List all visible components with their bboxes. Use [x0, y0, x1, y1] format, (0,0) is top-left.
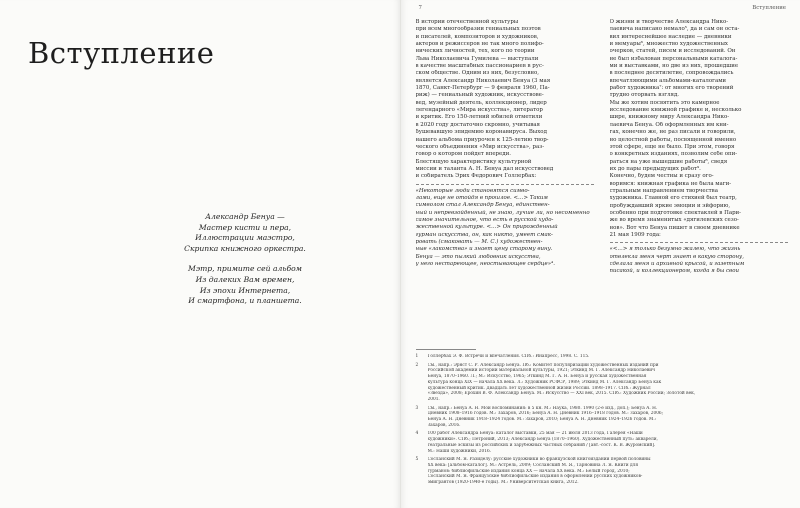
quote-block-right: [610, 242, 788, 275]
text-line: «<…> я только безумно жалею, что жизнь: [609, 246, 741, 253]
text-line: говор о котором пойдет впереди.: [415, 151, 511, 158]
text-line: ском обществе. Одним из них, безусловно,: [415, 70, 540, 77]
footnote-list: [416, 354, 786, 486]
quote-block-left: [416, 184, 594, 269]
text-line: гурман искусства, он, как никто, умеет смак-: [415, 231, 553, 238]
footnote-text: [428, 406, 664, 429]
footnote-line: Бенуа А. Н. Дневник 1918–1924 годов. М.: Захаров, 2010; Бенуа А. Н. Дневник 1924–1926 годов. М.:: [427, 417, 657, 423]
text-line: пробуждавший яркие эмоции и эйфорию,: [609, 202, 731, 209]
text-line: ческого объединения «Мир искусства», раз-: [415, 143, 545, 150]
epigraph-line: И смартфона, и планшета.: [188, 296, 302, 306]
text-line: их до пары предыдущих работ⁹.: [609, 165, 701, 172]
text-line: трудно оторвать взгляд.: [609, 92, 680, 99]
footnote-line: Захаров, 2016.: [427, 422, 461, 428]
text-line: Конечно, будем честны и сразу ого-: [609, 173, 714, 180]
text-line: очерков, статей, писем и исследований. Он: [609, 48, 736, 55]
footnote-line: театральные эскизы из российских и зарубежных частных собраний / [авт.-сост. К. В. Журомский].: [427, 442, 656, 448]
text-line: художника. Главной его стихией был театр,: [609, 195, 737, 202]
text-line: самое значительное, что есть в русской худо-: [415, 216, 554, 223]
text-line: жественной культуре. <…> Он прирожденный: [415, 224, 558, 231]
text-line: этой сфере, еще не было. При этом, говоря: [609, 143, 735, 150]
epigraph-stanza: [125, 264, 365, 306]
footnote-line: XX века: [альбом-каталог]. М.: Астрель, 2009; Сосланский М. Я., Тарновина Л. Я. Книги для: [427, 462, 639, 468]
text-line: не был избалован персональными каталога-: [609, 55, 738, 62]
text-line: и писателей, композиторов и художников,: [415, 33, 539, 40]
text-line: вил интереснейшее наследие — дневники: [609, 33, 732, 40]
footnote-line: 2001.: [427, 396, 440, 402]
text-column-right: [610, 19, 788, 276]
body-text-right: [610, 19, 788, 239]
footnote-line: См., напр.: Эрнст С. Р. Александр Бенуа. Пб.: Комитет популяризации художественных изданий при: [427, 362, 659, 368]
text-line: писакой, и коллекционером, когда я бы свои: [609, 268, 739, 275]
footnote-number: 2: [415, 362, 419, 368]
footnote-number: 1: [415, 354, 419, 359]
text-line: лаевича написано немало⁵, да и сам он оста-: [609, 26, 740, 33]
footnote-line: культура конца XIX — начала XX века. Л.: Художник РСФСР, 1989; Эткинд М. Г. Александр Бенуа как: [427, 379, 662, 385]
text-line: бушевавшую эпидемию коронавируса. Выход: [415, 129, 547, 136]
epigraph-line: Из эпохи Интернета,: [199, 285, 291, 295]
text-line: лами, еще не отойдя в прошлое. <…> Таким: [415, 194, 548, 201]
text-line: Блестящую характеристику культурной: [415, 158, 532, 165]
text-line: ные «лакомства» и знает цену старому вину.: [415, 246, 553, 253]
text-line: Бенуа — это пылкий любовник искусства,: [415, 253, 541, 260]
body-text-left: [416, 19, 594, 181]
text-line: ровать (смаковать — М. С.) художествен-: [415, 238, 543, 245]
footnote-text: [428, 363, 696, 403]
text-line: в 2020 году достаточно скромно, учитывая: [415, 121, 540, 128]
text-line: же во время знаменитых «дягилевских сезо-: [609, 217, 739, 224]
footnote-line: Дневник 1908–1916 годов. М.: Захаров, 2016; Бенуа А. Н. Дневник 1916–1918 годов. М.: Захаров, 2006;: [427, 411, 664, 417]
footnote-line: 100 работ Александра Бенуа: каталог выставки, 25 мая — 21 июля 2013 года, Галерея «Наши: [427, 431, 643, 437]
footnote-line: Сосланский М. Я. Разиделу: русские художники во французской книгоиздании первой половины: [427, 457, 651, 463]
text-column-left: [416, 19, 594, 268]
footnote-line: художники». СПб.; Петроний, 2013; Александр Бенуа (1870–1960). Художественный путь: акварели,: [427, 437, 658, 443]
text-line: «Некоторые люди становятся симво-: [415, 187, 530, 194]
footnote-rule: [416, 349, 476, 350]
text-line: стральным направлением творчества: [609, 187, 718, 194]
right-page: [401, 0, 800, 508]
text-line: у него нестареющее, неостывающее сердце»⁴.: [415, 261, 555, 267]
text-line: шире, книжному миру Александра Нико-: [609, 114, 730, 121]
epigraph-line: Мэтр, примите сей альбом: [188, 264, 302, 274]
text-line: Мы же хотим посвятить это камерное: [609, 99, 720, 106]
footnote-text: [428, 354, 590, 360]
footnote-line: Сосланский М. Я. Французские библиофильские издания в оформлении русских художников-: [427, 474, 643, 480]
footnote: [416, 354, 786, 360]
epigraph-line: Александр Бенуа —: [205, 212, 285, 221]
footnote-text: [428, 431, 658, 454]
text-line: сделала меня и архивной крысой, и газетным: [609, 261, 745, 267]
text-line: исследование книжной графике и, несколько: [609, 107, 742, 114]
footnote-line: «Звезда», 2008; Ерохин В. Ф. Александр Бенуа. М.: Искусство — XXI век, 2015. СПб.: Художник России; Золотой век,: [427, 391, 696, 397]
text-line: риж) — гениальный художник, искусствове-: [415, 92, 544, 99]
text-line: впечатляющими альбомами-каталогами: [609, 77, 727, 84]
text-line: особенно при подготовке спектаклей в Пари-: [609, 209, 742, 216]
text-line: воримся: книжная графика не была маги-: [609, 180, 732, 187]
running-head: Вступление: [752, 5, 786, 11]
epigraph: [125, 212, 365, 317]
text-line: Льва Николаевича Гумилева — выступали: [415, 55, 539, 62]
text-line: ный и непревзойденный, не знаю, лучше ли, но несомненно: [415, 209, 590, 216]
text-line: ми и выставками, но две из них, прошедшие: [609, 63, 739, 70]
footnote-number: 4: [415, 431, 419, 437]
footnote: [416, 431, 786, 454]
text-line: работ художника⁷: от многих его творений: [609, 85, 734, 92]
footnote: [416, 363, 786, 403]
text-line: легендарного «Мира искусства», литератор: [415, 107, 543, 114]
epigraph-line: Скрипка книжного оркестра.: [184, 243, 306, 253]
text-line: но целостной работы, посвященной именно: [609, 136, 737, 143]
epigraph-line: Мастер кисти и пера,: [198, 222, 292, 232]
footnote-line: М.: Наши художники, 2016.: [427, 448, 492, 454]
footnote-number: 3: [415, 405, 419, 411]
text-line: отвлекла меня черт знает в какую сторону,: [609, 253, 744, 260]
footnote-line: См., напр.: Бенуа А. Н. Мои воспоминания: в 5 кн. М.: Наука, 1980. 1990 (2-е изд., доп.); Бенуа А. Н.: [427, 405, 658, 411]
epigraph-stanza: [125, 212, 365, 254]
text-line: миссии и таланта А. Н. Бенуа дал искусствовед: [415, 165, 554, 172]
text-line: нических личностей, тех, кого по теории: [415, 48, 535, 55]
text-line: и собиратель Эрих Федорович Голлербах:: [415, 173, 537, 180]
text-line: актеров и режиссеров не так много полифо-: [415, 41, 544, 48]
text-line: в качестве масштабных пассионариев в рус-: [415, 63, 544, 70]
epigraph-line: Иллюстрации маэстро,: [195, 233, 295, 243]
text-line: 1870, Санкт-Петербург — 9 февраля 1960, Па-: [415, 85, 550, 92]
footnote-line: эмигрантов (1920-1940-е годы). М.: Университетская книга, 2012.: [427, 480, 579, 486]
text-line: гах, конечно же, не раз писали и говорили,: [609, 129, 736, 136]
epigraph-line: Из далеких Вам времен,: [195, 274, 295, 284]
text-line: является Александр Николаевич Бенуа (3 мая: [415, 77, 551, 84]
text-line: и мемуары⁶, множество художественных: [609, 41, 728, 48]
footnote-line: Бенуа, 1870–1960. Л.; М.: Искусство, 1965; Эткинд М. Г. А. Н. Бенуа и русская художественная: [427, 374, 647, 380]
footnote-text: [428, 457, 651, 486]
text-line: и критик. Его 150-летний юбилей отметили: [415, 114, 543, 121]
text-line: символом стал Александр Бенуа, единствен-: [415, 202, 550, 209]
text-line: раться на уже вышедшие работы⁸, сведя: [609, 158, 728, 165]
page-number: 7: [418, 5, 422, 11]
footnote-number: 5: [415, 457, 419, 463]
text-line: о конкретных изданиях, позволим себе опи-: [609, 151, 738, 158]
footnote: [416, 406, 786, 429]
text-line: вед, музейный деятель, коллекционер, лидер: [415, 99, 547, 106]
text-line: 21 мая 1909 года:: [609, 231, 661, 238]
footnotes: [416, 349, 786, 489]
chapter-title: Вступление: [28, 36, 215, 70]
text-line: в последнее десятилетие, сопровождались: [609, 70, 734, 77]
footnote-line: Голлербах Э. Ф. Встречи и впечатления. СПб.: Инапресс, 1998. С. 115.: [427, 354, 590, 359]
text-line: нашего альбома приурочен к 125-летию твор-: [415, 136, 549, 143]
footnote-line: художественный критик. Двадцать лет художественной жизни России. 1898–1917. СПб.: Журнал: [427, 385, 651, 391]
footnote-line: гурманов: библиофильские издания конца XX — начала XX века. М.: Белый город, 2010;: [427, 468, 630, 474]
footnote-line: Российской академии истории материальной культуры, 1921; Эткинд М. Г. Александр Николаевич: [427, 368, 655, 374]
text-line: О жизни и творчестве Александра Нико-: [609, 19, 729, 25]
text-line: при всем многообразии гениальных поэтов: [415, 26, 541, 33]
footnote: [416, 457, 786, 486]
text-line: В истории отечественной культуры: [415, 19, 519, 25]
text-line: лаевича Бенуа. Об оформленных им кни-: [609, 121, 729, 128]
text-line: нов». Вот что Бенуа пишет в своем дневнике: [609, 224, 740, 231]
